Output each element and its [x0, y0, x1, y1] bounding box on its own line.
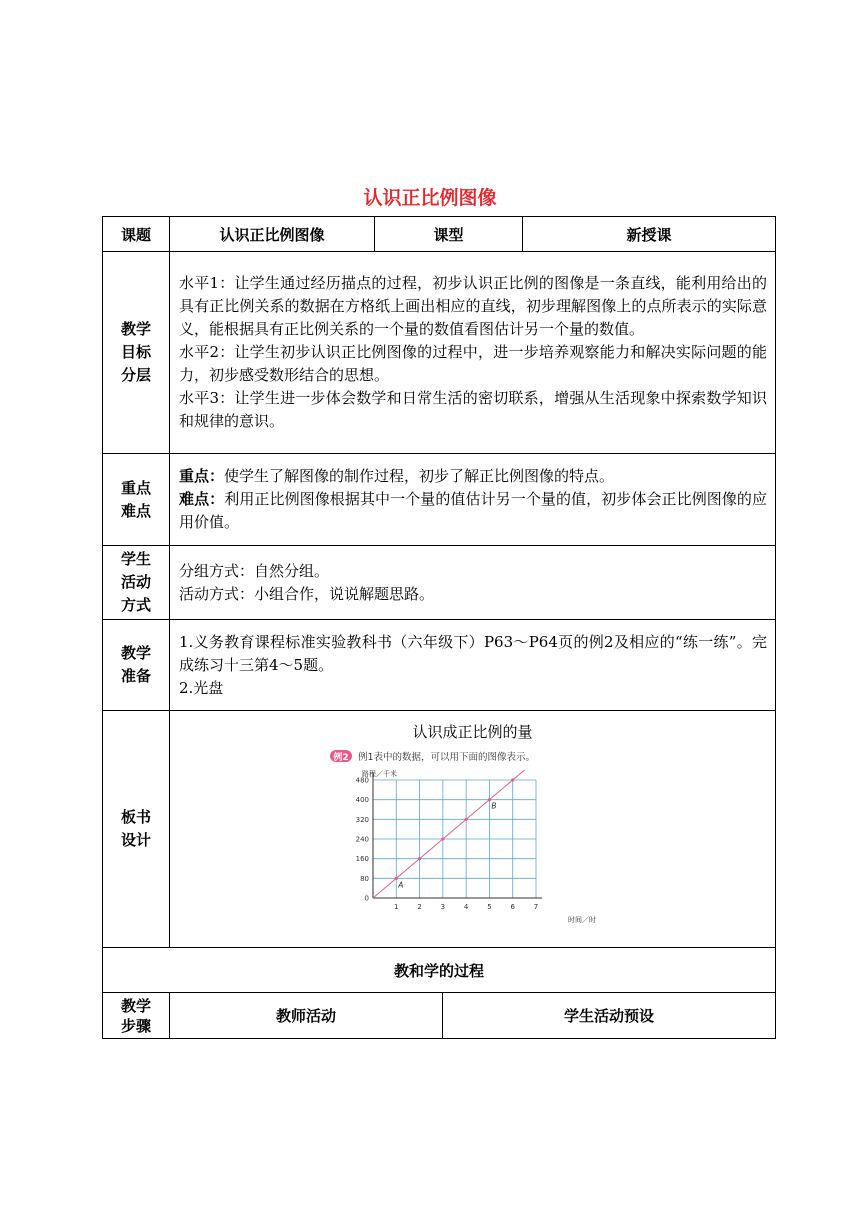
preparation-label-text: 教学准备	[120, 644, 151, 685]
process-title: 教和学的过程	[103, 948, 776, 993]
type-value: 新授课	[523, 217, 776, 252]
proportion-chart	[328, 748, 628, 926]
board-label	[103, 711, 170, 948]
x-tick-label: 4	[463, 903, 469, 911]
data-point	[418, 857, 421, 860]
activity-grouping: 分组方式：自然分组。	[179, 561, 330, 580]
board-label-text: 板书设计	[120, 808, 151, 849]
preparation-item-2: 2.光盘	[179, 678, 224, 697]
topic-label: 课题	[103, 217, 170, 252]
x-tick-label: 5	[487, 903, 492, 911]
preparation-item-1: 1.义务教育课程标准实验教科书（六年级下）P63～P64页的例2及相应的“练一练”。完成练习十三第4～5题。	[179, 632, 768, 674]
y-tick-label: 400	[355, 796, 369, 805]
example-badge	[330, 750, 352, 763]
data-point	[441, 837, 444, 840]
student-activity-header: 学生活动预设	[443, 993, 776, 1039]
y-tick-label: 240	[355, 835, 369, 844]
activity-label	[103, 546, 170, 620]
difficult-point-text: 利用正比例图像根据其中一个量的值估计另一个量的值，初步体会正比例图像的应用价值。	[179, 490, 768, 531]
y-axis-label: 路程／千米	[362, 770, 397, 778]
difficult-point-label: 难点：	[179, 490, 225, 508]
activity-label-text: 学生活动方式	[120, 550, 151, 614]
key-point	[179, 465, 767, 488]
x-tick-label: 1	[394, 903, 399, 911]
x-tick-label: 7	[533, 903, 539, 911]
lesson-plan-table	[102, 216, 776, 1039]
y-tick-label: 80	[360, 874, 369, 883]
difficult-point	[179, 488, 767, 534]
key-point-label: 重点：	[179, 467, 225, 485]
example-text: 例1表中的数据，可以用下面的图像表示。	[358, 752, 536, 763]
objectives-label-text: 教学目标分层	[120, 320, 151, 384]
x-axis-label: 时间／时	[568, 916, 596, 924]
objectives-content	[170, 252, 776, 454]
objective-level-3: 水平3：让学生进一步体会数学和日常生活的密切联系，增强从生活现象中探索数学知识和规律的意识。	[179, 389, 768, 430]
key-points-label-text: 重点难点	[120, 478, 151, 520]
type-label: 课型	[375, 217, 523, 252]
activity-content	[170, 546, 776, 620]
preparation-content	[170, 620, 776, 711]
x-tick-label: 2	[417, 903, 422, 911]
activity-method: 活动方式：小组合作，说说解题思路。	[179, 584, 435, 603]
objective-level-2: 水平2：让学生初步认识正比例图像的过程中，进一步培养观察能力和解决实际问题的能力，初步感受数形结合的思想。	[179, 343, 768, 384]
board-subtitle: 认识成正比例的量	[412, 723, 533, 741]
y-tick-label: 160	[355, 855, 369, 864]
topic-value: 认识正比例图像	[170, 217, 375, 252]
example-badge-text: 例2	[333, 753, 349, 763]
y-tick-label: 0	[364, 894, 369, 903]
board-content	[170, 711, 776, 948]
preparation-label	[103, 620, 170, 711]
chart-series	[373, 770, 524, 898]
x-tick-label: 3	[440, 903, 446, 911]
chart-axes	[373, 772, 542, 898]
data-point	[465, 818, 468, 821]
objective-level-1: 水平1：让学生通过经历描点的过程，初步认识正比例的图像是一条直线，能利用给出的具有正比例关系的数据在方格纸上画出相应的直线，初步理解图像上的点所表示的实际意义，能根据具有正比例关系的一个量的数值看图估计另一个量的数值。	[179, 274, 768, 338]
key-points-content	[170, 454, 776, 546]
y-tick-label: 480	[355, 776, 369, 785]
data-point	[511, 778, 514, 781]
step-label-text: 教学步骤	[120, 996, 151, 1035]
teacher-activity-header: 教师活动	[170, 993, 443, 1039]
point-label: B	[491, 801, 497, 811]
document-title: 认识正比例图像	[363, 187, 497, 209]
x-tick-label: 6	[510, 903, 515, 911]
step-label	[103, 993, 170, 1039]
objectives-label	[103, 252, 170, 454]
point-label: A	[398, 880, 404, 890]
key-points-label	[103, 454, 170, 546]
chart-ticks	[356, 777, 539, 912]
y-tick-label: 320	[355, 815, 369, 824]
key-point-text: 使学生了解图像的制作过程，初步了解正比例图像的特点。	[224, 467, 615, 485]
